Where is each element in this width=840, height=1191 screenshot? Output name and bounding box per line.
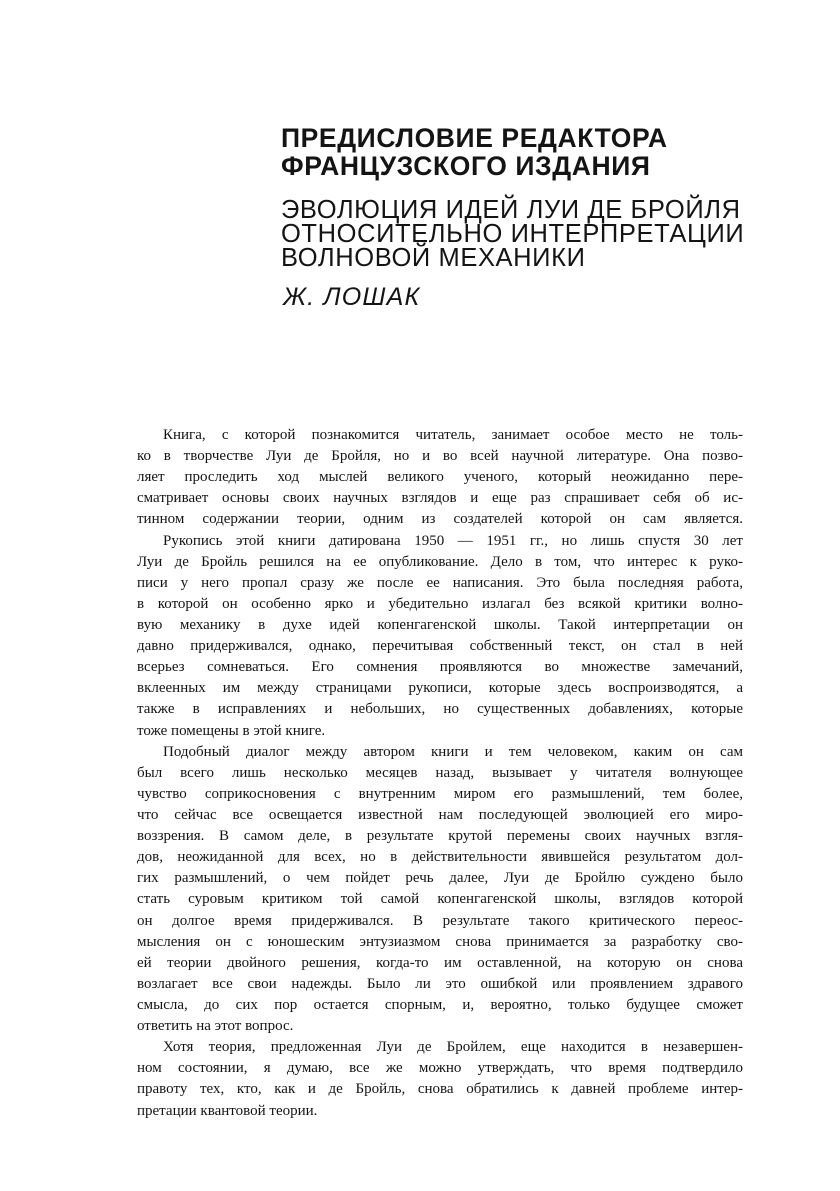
heading-block [281,124,751,311]
text-line: чувство соприкосновения с внутренним миром его размышлений, тем более, [137,785,743,802]
text-line: вклеенных им между страницами рукописи, которые здесь воспроизводятся, а [137,680,743,697]
text-line: Рукопись этой книги датирована 1950 — 1951 гг., но лишь спустя 30 лет [163,532,743,549]
text-line: претации квантовой теории. [137,1102,318,1119]
text-line: писи у него пропал сразу же после ее написания. Это была последняя работа, [137,574,743,591]
preface-title [281,124,751,180]
text-line: ном состоянии, я думаю, все же можно утверждать, что время подтвердило [137,1060,743,1077]
text-line: что сейчас все освещается известной нам последующей эволюцией его миро- [137,806,743,823]
text-line: Хотя теория, предложенная Луи де Бройлем, еще находится в незавершен- [163,1039,743,1056]
text-line: вую механику в духе идей копенгагенской школы. Такой интерпретации он [137,616,743,633]
text-line: ей теории двойного решения, когда-то им оставленной, на которую он снова [137,954,743,971]
preface-title-line: ПРЕДИСЛОВИЕ РЕДАКТОРА [281,123,668,153]
text-line: ляет проследить ход мыслей великого ученого, который неожиданно пере- [137,469,743,486]
paragraph [137,425,743,531]
preface-title-line: ФРАНЦУЗСКОГО ИЗДАНИЯ [281,151,651,181]
text-line: смысла, до сих пор остается спорным, и, вероятно, только будущее сможет [137,996,743,1013]
paragraph [137,1037,743,1121]
text-line: возлагает все свои надежды. Было ли это ошибкой или проявлением здравого [137,975,743,992]
text-line: Книга, с которой познакомится читатель, занимает особое место не толь- [163,427,743,443]
text-line: всерьез сомневаться. Его сомнения проявляются во множестве замечаний, [137,659,743,676]
text-line: гих размышлений, о чем пойдет речь далее, Луи де Бройлю суждено было [137,870,743,887]
author-name: Ж. ЛОШАК [283,283,421,311]
paragraph [137,531,743,742]
text-line: в которой он особенно ярко и убедительно излагал без всякой критики волно- [137,595,743,612]
text-line: Подобный диалог между автором книги и тем человеком, каким он сам [163,743,743,760]
text-line: сматривает основы своих научных взглядов и еще раз спрашивает себя об ис- [137,490,743,507]
text-line: ответить на этот вопрос. [137,1018,294,1035]
text-line: был всего лишь несколько месяцев назад, вызывает у читателя волнующее [137,764,743,781]
text-line: воззрения. В самом деле, в результате крутой перемены своих научных взгля- [137,828,743,845]
body-text [137,425,743,1122]
text-line: также в исправлениях и небольших, но существенных добавлениях, которые [137,701,743,718]
text-line: он долгое время придерживался. В результате такого критического переос- [137,912,743,929]
print-speck [520,1076,522,1078]
text-line: давно придерживался, однако, перечитывая собственный текст, он стал в ней [137,638,743,655]
text-line: ко в творчестве Луи де Бройля, но и во всей научной литературе. Она позво- [137,448,743,465]
text-line: дов, неожиданной для всех, но в действительности явившейся результатом дол- [137,849,743,866]
essay-subtitle-line: ОТНОСИТЕЛЬНО ИНТЕРПРЕТАЦИИ [281,220,745,248]
paragraph [137,742,743,1038]
text-line: Луи де Бройль решился на ее опубликование. Дело в том, что интерес к руко- [137,553,743,570]
text-line: стать суровым критиком той самой копенгагенской школы, взглядов которой [137,891,743,908]
text-line: тоже помещены в этой книге. [137,722,326,739]
text-line: мысления он с юношеским энтузиазмом снова принимается за разработку сво- [137,933,743,950]
text-line: правоту тех, кто, как и де Бройль, снова обратились к давней проблеме интер- [137,1081,743,1098]
text-line: тинном содержании теории, одним из создателей которой он сам является. [137,511,743,528]
essay-subtitle [281,198,751,270]
essay-subtitle-line: ЭВОЛЮЦИЯ ИДЕЙ ЛУИ ДЕ БРОЙЛЯ [281,196,741,224]
essay-subtitle-line: ВОЛНОВОЙ МЕХАНИКИ [281,244,586,272]
